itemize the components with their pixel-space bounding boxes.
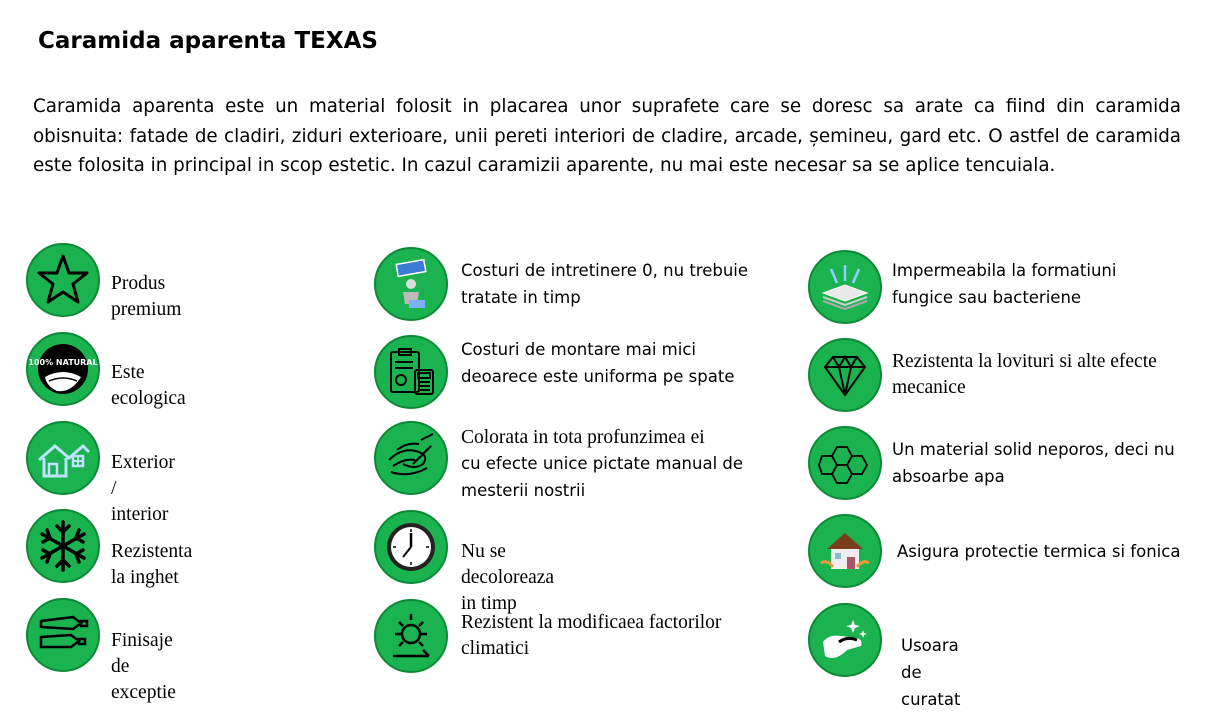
feature-label: Un material solid neporos, deci nu absoarbe apa <box>892 440 1175 486</box>
molecule-icon <box>808 426 882 500</box>
clean-hand-icon <box>808 603 882 677</box>
feature-label-line1: Colorata in tota profunzimea ei <box>461 427 705 448</box>
badge-text: 100% NATURAL <box>28 358 98 367</box>
waterproof-layers-icon <box>808 250 882 324</box>
maintenance-box-icon <box>374 247 448 321</box>
feature-label: Impermeabila la formatiuni fungice sau bacteriene <box>892 261 1117 307</box>
insulated-house-icon <box>808 514 882 588</box>
feature-label-rest: cu efecte unice pictate manual de mesterii nostrii <box>461 454 744 500</box>
feature-label: Asigura protectie termica si fonica <box>897 542 1181 561</box>
feature-label: Costuri de montare mai mici deoarece este uniforma pe spate <box>461 340 735 386</box>
feature-label: Este ecologica <box>111 362 186 409</box>
feature-label: Costuri de intretinere 0, nu trebuie tratate in timp <box>461 261 749 307</box>
clock-icon <box>374 510 448 584</box>
feature-label: Rezistenta la lovituri si alte efecte mecanice <box>892 351 1157 398</box>
star-icon <box>26 243 100 317</box>
feature-label: Produs premium <box>111 273 182 320</box>
tubes-icon <box>26 598 100 672</box>
feature-label: Nu se decoloreaza in timp <box>461 541 555 614</box>
natural-leaf-icon <box>26 332 100 406</box>
feature-label: Usoara de curatat <box>901 636 961 709</box>
feature-label: Rezistenta la inghet <box>111 541 193 588</box>
snowflake-icon <box>26 509 100 583</box>
house-icon <box>26 421 100 495</box>
diamond-icon <box>808 338 882 412</box>
sun-icon <box>374 599 448 673</box>
page-title: Caramida aparenta TEXAS <box>38 28 378 54</box>
paint-swirl-icon <box>374 421 448 495</box>
feature-label: Finisaje de exceptie <box>111 630 176 703</box>
feature-label: Rezistent la modificaea factorilor climatici <box>461 612 722 659</box>
intro-paragraph: Caramida aparenta este un material folosit in placarea unor suprafete care se doresc sa arate ca fiind din caramida obisnuita: fatade de cladiri, ziduri exterioare, unii pereti interiori de cladire, arcade, șemineu, gard etc. O astfel de caramida este folosita in principal in scop estetic. In cazul caramizii aparente, nu mai este necesar sa se aplice tencuiala. <box>33 96 1181 176</box>
feature-label: Exterior / interior <box>111 452 175 525</box>
calculator-clipboard-icon <box>374 335 448 409</box>
